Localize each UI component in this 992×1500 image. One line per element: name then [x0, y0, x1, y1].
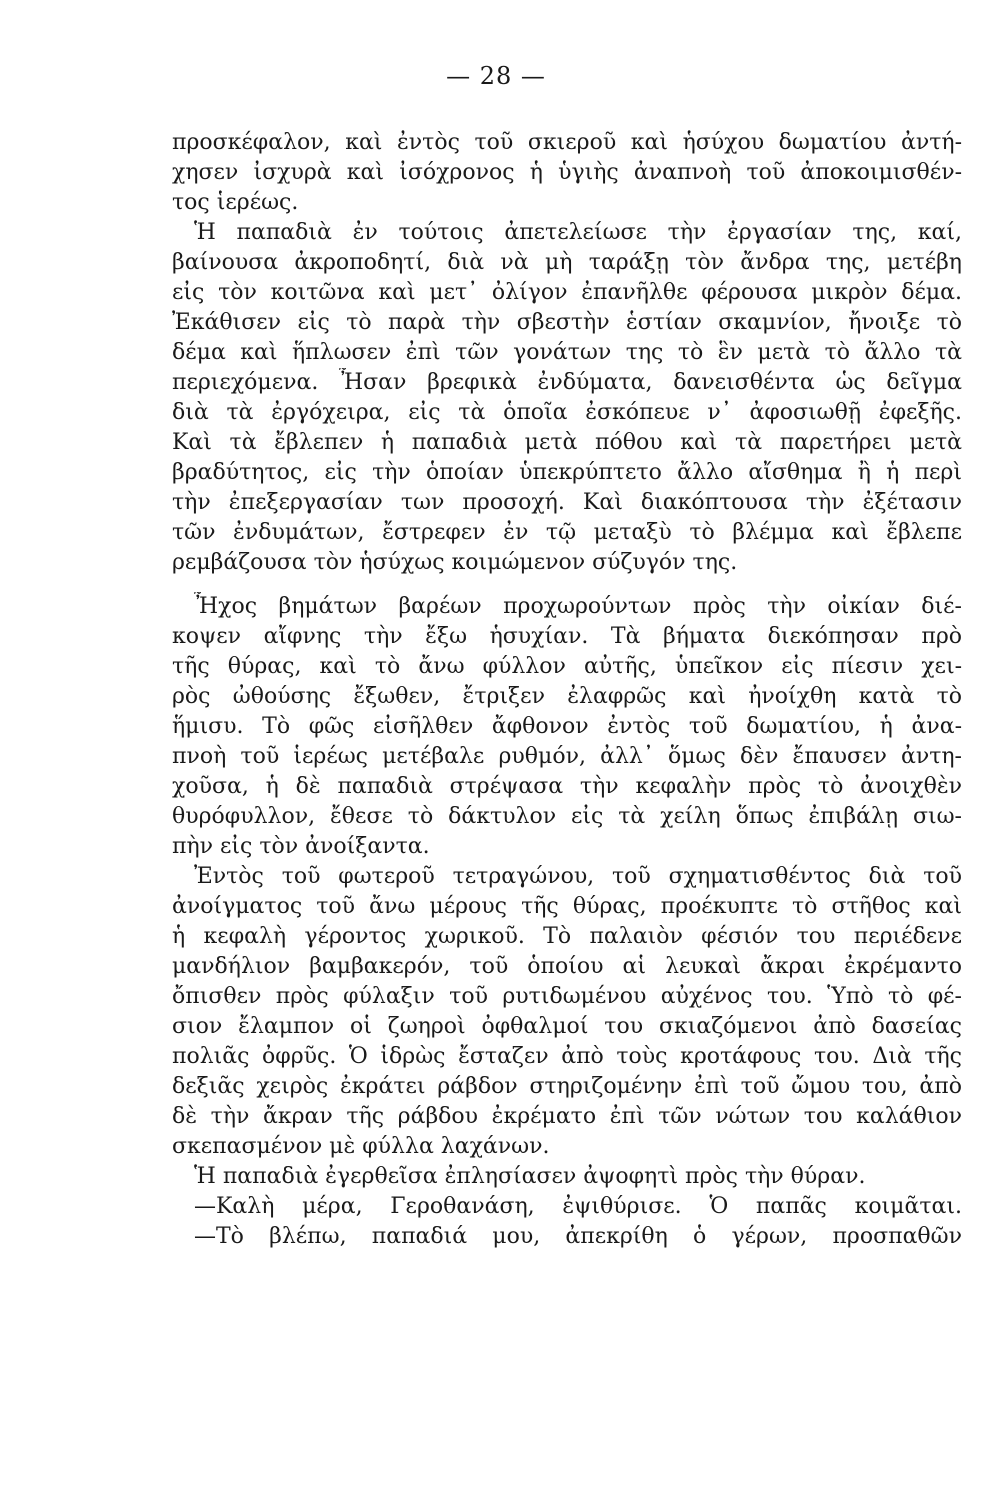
text-line: σιον ἔλαμπον οἱ ζωηροὶ ὀφθαλμοί του σκιαζόμενοι ἀπὸ δασείας: [172, 1014, 962, 1039]
text-line: πὴν εἰς τὸν ἀνοίξαντα.: [172, 834, 430, 859]
text-line: προσκέφαλον, καὶ ἐντὸς τοῦ σκιεροῦ καὶ ἡσύχου δωματίου ἀντή-: [172, 130, 962, 155]
text-line: ἀνοίγματος τοῦ ἄνω μέρους τῆς θύρας, προέκυπτε τὸ στῆθος καὶ: [172, 894, 962, 919]
text-line: ἡ κεφαλὴ γέροντος χωρικοῦ. Τὸ παλαιὸν φέσιόν του περιέδενε: [172, 924, 962, 949]
text-line: μανδήλιον βαμβακερόν, τοῦ ὁποίου αἱ λευκαὶ ἄκραι ἐκρέμαντο: [172, 954, 962, 979]
text-line: Ἡ παπαδιὰ ἐγερθεῖσα ἐπλησίασεν ἀψοφητὶ πρὸς τὴν θύραν.: [194, 1164, 866, 1189]
text-line: Ἐκάθισεν εἰς τὸ παρὰ τὴν σβεστὴν ἑστίαν σκαμνίον, ἤνοιξε τὸ: [172, 310, 962, 335]
text-line: ρὸς ὠθούσης ἔξωθεν, ἔτριξεν ἐλαφρῶς καὶ ἠνοίχθη κατὰ τὸ: [172, 684, 962, 709]
text-line: πνοὴ τοῦ ἱερέως μετέβαλε ρυθμόν, ἀλλ᾽ ὅμως δὲν ἔπαυσεν ἀντη-: [172, 744, 962, 769]
text-line: Ἐντὸς τοῦ φωτεροῦ τετραγώνου, τοῦ σχηματισθέντος διὰ τοῦ: [194, 864, 962, 889]
text-line: τὴν ἐπεξεργασίαν των προσοχή. Καὶ διακόπτουσα τὴν ἐξέτασιν: [172, 490, 962, 515]
text-line: ἥμισυ. Τὸ φῶς εἰσῆλθεν ἄφθονον ἐντὸς τοῦ δωματίου, ἡ ἀνα-: [172, 714, 962, 739]
text-line: Καὶ τὰ ἔβλεπεν ἡ παπαδιὰ μετὰ πόθου καὶ τὰ παρετήρει μετὰ: [172, 430, 962, 455]
text-line: περιεχόμενα. Ἦσαν βρεφικὰ ἐνδύματα, δανεισθέντα ὡς δεῖγμα: [172, 370, 962, 395]
text-line: —Τὸ βλέπω, παπαδιά μου, ἀπεκρίθη ὁ γέρων, προσπαθῶν: [194, 1224, 962, 1249]
text-line: ὄπισθεν πρὸς φύλαξιν τοῦ ρυτιδωμένου αὐχένος του. Ὑπὸ τὸ φέ-: [172, 984, 962, 1009]
text-line: —Καλὴ μέρα, Γεροθανάση, ἐψιθύρισε. Ὁ παπᾶς κοιμᾶται.: [194, 1194, 962, 1219]
text-line: εἰς τὸν κοιτῶνα καὶ μετ᾽ ὀλίγον ἐπανῆλθε φέρουσα μικρὸν δέμα.: [172, 280, 962, 305]
text-line: δεξιᾶς χειρὸς ἐκράτει ράβδον στηριζομένην ἐπὶ τοῦ ὤμου του, ἀπὸ: [172, 1074, 962, 1099]
page-number: — 28 —: [446, 62, 546, 90]
text-line: τῆς θύρας, καὶ τὸ ἄνω φύλλον αὐτῆς, ὑπεῖκον εἰς πίεσιν χει-: [172, 654, 962, 679]
text-line: Ἡ παπαδιὰ ἐν τούτοις ἀπετελείωσε τὴν ἐργασίαν της, καί,: [194, 220, 962, 245]
text-line: διὰ τὰ ἐργόχειρα, εἰς τὰ ὁποῖα ἐσκόπευε ν᾽ ἀφοσιωθῇ ἐφεξῆς.: [172, 400, 962, 425]
text-line: κοψεν αἴφνης τὴν ἔξω ἡσυχίαν. Τὰ βήματα διεκόπησαν πρὸ: [172, 624, 962, 649]
paragraph-gap: [172, 578, 962, 592]
text-line: χοῦσα, ἡ δὲ παπαδιὰ στρέψασα τὴν κεφαλὴν πρὸς τὸ ἀνοιχθὲν: [172, 774, 962, 799]
text-line: ρεμβάζουσα τὸν ἡσύχως κοιμώμενον σύζυγόν της.: [172, 550, 738, 575]
text-line: δέμα καὶ ἥπλωσεν ἐπὶ τῶν γονάτων της τὸ ἓν μετὰ τὸ ἄλλο τὰ: [172, 340, 962, 365]
text-line: χησεν ἰσχυρὰ καὶ ἰσόχρονος ἡ ὑγιὴς ἀναπνοὴ τοῦ ἀποκοιμισθέν-: [172, 160, 962, 185]
text-line: Ἦχος βημάτων βαρέων προχωρούντων πρὸς τὴν οἰκίαν διέ-: [194, 594, 962, 619]
text-line: δὲ τὴν ἄκραν τῆς ράβδου ἐκρέματο ἐπὶ τῶν νώτων του καλάθιον: [172, 1104, 962, 1129]
text-line: τῶν ἐνδυμάτων, ἔστρεφεν ἐν τῷ μεταξὺ τὸ βλέμμα καὶ ἔβλεπε: [172, 520, 962, 545]
text-line: βραδύτητος, εἰς τὴν ὁποίαν ὑπεκρύπτετο ἄλλο αἴσθημα ἢ ἡ περὶ: [172, 460, 962, 485]
body-text: [172, 128, 962, 1252]
text-line: πολιᾶς ὀφρῦς. Ὁ ἱδρὼς ἔσταζεν ἀπὸ τοὺς κροτάφους του. Διὰ τῆς: [172, 1044, 962, 1069]
text-line: βαίνουσα ἀκροποδητί, διὰ νὰ μὴ ταράξῃ τὸν ἄνδρα της, μετέβη: [172, 250, 962, 275]
text-line: σκεπασμένον μὲ φύλλα λαχάνων.: [172, 1134, 550, 1159]
text-line: θυρόφυλλον, ἔθεσε τὸ δάκτυλον εἰς τὰ χείλη ὅπως ἐπιβάλῃ σιω-: [172, 804, 962, 829]
text-line: τος ἱερέως.: [172, 190, 299, 215]
